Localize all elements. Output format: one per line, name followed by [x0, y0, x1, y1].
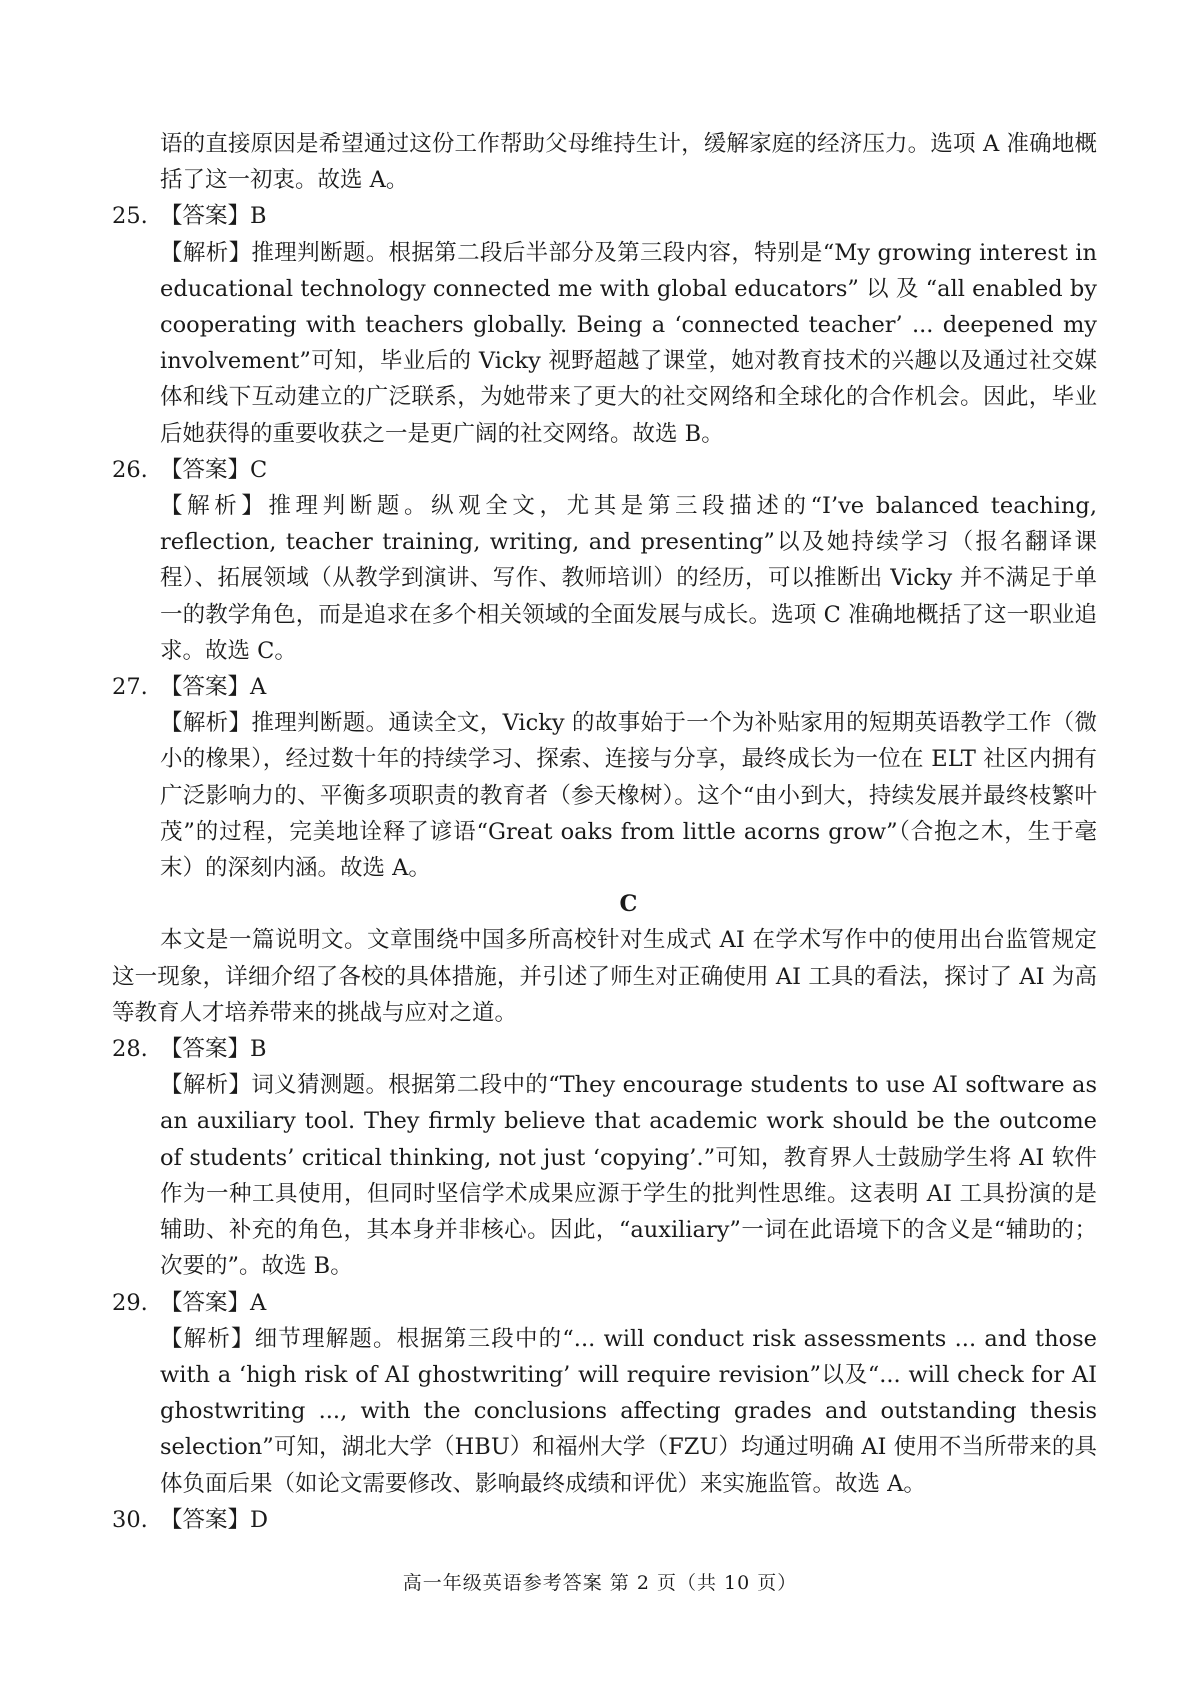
- item-answer: 【答案】D: [160, 1506, 269, 1533]
- item-number: 26.: [112, 456, 148, 483]
- item-number: 30.: [112, 1506, 148, 1533]
- item-27: [112, 669, 1097, 886]
- item-number: 27.: [112, 674, 148, 701]
- item-answer: 【答案】A: [160, 1289, 267, 1316]
- item-30: [112, 1502, 1097, 1538]
- item-25: [112, 198, 1097, 451]
- item-26: [112, 452, 1097, 669]
- section-summary: 本文是一篇说明文。文章围绕中国多所高校针对生成式 AI 在学术写作中的使用出台监管规定这一现象，详细介绍了各校的具体措施，并引述了师生对正确使用 AI 工具的看法，探讨了 AI 为高等教育人才培养带来的挑战与应对之道。: [112, 927, 1097, 1026]
- item-answer: 【答案】A: [160, 674, 267, 701]
- item-answer: 【答案】B: [160, 1036, 267, 1063]
- item-answer: 【答案】B: [160, 203, 267, 230]
- item-number: 29.: [112, 1289, 148, 1316]
- item-answer: 【答案】C: [160, 456, 268, 483]
- item-analysis: 【解析】推理判断题。根据第二段后半部分及第三段内容，特别是“My growing interest in educational technology connected me with global educators” 以 及 “all enabled by cooperating with teachers globally. Being a ‘connected teacher’ ... deepened my involvement”可知，毕业后的 Vicky 视野超越了课堂，她对教育技术的兴趣以及通过社交媒体和线下互动建立的广泛联系，为她带来了更大的社交网络和全球化的合作机会。因此，毕业后她获得的重要收获之一是更广阔的社交网络。故选 B。: [160, 239, 1097, 447]
- item-analysis: 【解析】细节理解题。根据第三段中的“... will conduct risk assessments ... and those with a ‘high risk of AI ghostwriting’ will require revision”以及“... will check for AI ghostwriting ..., with the conclusions affecting grades and outstanding thesis selection”可知，湖北大学（HBU）和福州大学（FZU）均通过明确 AI 使用不当所带来的具体负面后果（如论文需要修改、影响最终成绩和评优）来实施监管。故选 A。: [160, 1325, 1097, 1497]
- item-28: [112, 1031, 1097, 1284]
- section-heading: C: [619, 891, 638, 918]
- item-analysis: 【解析】推理判断题。通读全文，Vicky 的故事始于一个为补贴家用的短期英语教学工作（微小的橡果），经过数十年的持续学习、探索、连接与分享，最终成长为一位在 ELT 社区内拥有广泛影响力的、平衡多项职责的教育者（参天橡树）。这个“由小到大，持续发展并最终枝繁叶茂”的过程，完美地诠释了谚语“Great oaks from little acorns grow”（合抱之木，生于毫末）的深刻内涵。故选 A。: [160, 710, 1097, 882]
- item-number: 28.: [112, 1036, 148, 1063]
- item-analysis: 【解析】推理判断题。纵观全文，尤其是第三段描述的“I’ve balanced teaching, reflection, teacher training, writing, and presenting”以及她持续学习（报名翻译课程）、拓展领域（从教学到演讲、写作、教师培训）的经历，可以推断出 Vicky 并不满足于单一的教学角色，而是追求在多个相关领域的全面发展与成长。选项 C 准确地概括了这一职业追求。故选 C。: [160, 493, 1097, 664]
- answer-key-page: [112, 126, 1097, 1538]
- page-footer: 高一年级英语参考答案 第 2 页（共 10 页）: [402, 1572, 798, 1594]
- item-29: [112, 1285, 1097, 1502]
- item-number: 25.: [112, 203, 148, 230]
- item-analysis: 【解析】词义猜测题。根据第二段中的“They encourage students to use AI software as an auxiliary tool. They firmly believe that academic work should be the outcome of students’ critical thinking, not just ‘copying’.”可知，教育界人士鼓励学生将 AI 软件作为一种工具使用，但同时坚信学术成果应源于学生的批判性思维。这表明 AI 工具扮演的是辅助、补充的角色，其本身并非核心。因此，“auxiliary”一词在此语境下的含义是“辅助的；次要的”。故选 B。: [160, 1072, 1097, 1280]
- intro-continuation: 语的直接原因是希望通过这份工作帮助父母维持生计，缓解家庭的经济压力。选项 A 准确地概括了这一初衷。故选 A。: [160, 131, 1097, 194]
